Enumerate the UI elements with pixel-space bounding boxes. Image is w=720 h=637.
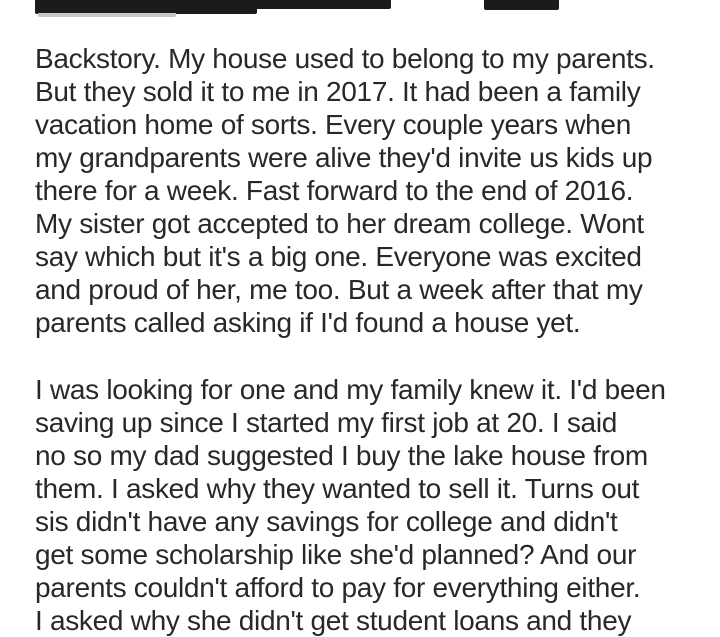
text-line: sis didn't have any savings for college and didn't bbox=[35, 506, 618, 537]
redaction-bar bbox=[484, 0, 559, 10]
text-line: get some scholarship like she'd planned? And our bbox=[35, 539, 637, 570]
text-line: my grandparents were alive they'd invite us kids up bbox=[35, 142, 653, 173]
text-line: I was looking for one and my family knew it. I'd been bbox=[35, 374, 666, 405]
text-line: say which but it's a big one. Everyone was excited bbox=[35, 241, 642, 272]
text-line: saving up since I started my first job at 20. I said bbox=[35, 407, 618, 438]
text-line: parents called asking if I'd found a house yet. bbox=[35, 307, 581, 338]
redaction-bar bbox=[35, 0, 257, 14]
text-line: there for a week. Fast forward to the end of 2016. bbox=[35, 175, 634, 206]
text-line: But they sold it to me in 2017. It had been a family bbox=[35, 76, 641, 107]
post-body-text bbox=[35, 42, 695, 637]
redaction-bar bbox=[38, 13, 176, 17]
text-line: Backstory. My house used to belong to my parents. bbox=[35, 43, 655, 74]
text-line: them. I asked why they wanted to sell it. Turns out bbox=[35, 473, 640, 504]
text-line: I asked why she didn't get student loans and they bbox=[35, 605, 632, 636]
text-line: My sister got accepted to her dream college. Wont bbox=[35, 208, 644, 239]
text-line: no so my dad suggested I buy the lake house from bbox=[35, 440, 648, 471]
text-line: vacation home of sorts. Every couple years when bbox=[35, 109, 631, 140]
text-line: and proud of her, me too. But a week after that my bbox=[35, 274, 643, 305]
paragraph bbox=[35, 42, 695, 339]
paragraph bbox=[35, 373, 695, 637]
text-line: parents couldn't afford to pay for everything either. bbox=[35, 572, 641, 603]
redaction-bar bbox=[256, 0, 391, 9]
